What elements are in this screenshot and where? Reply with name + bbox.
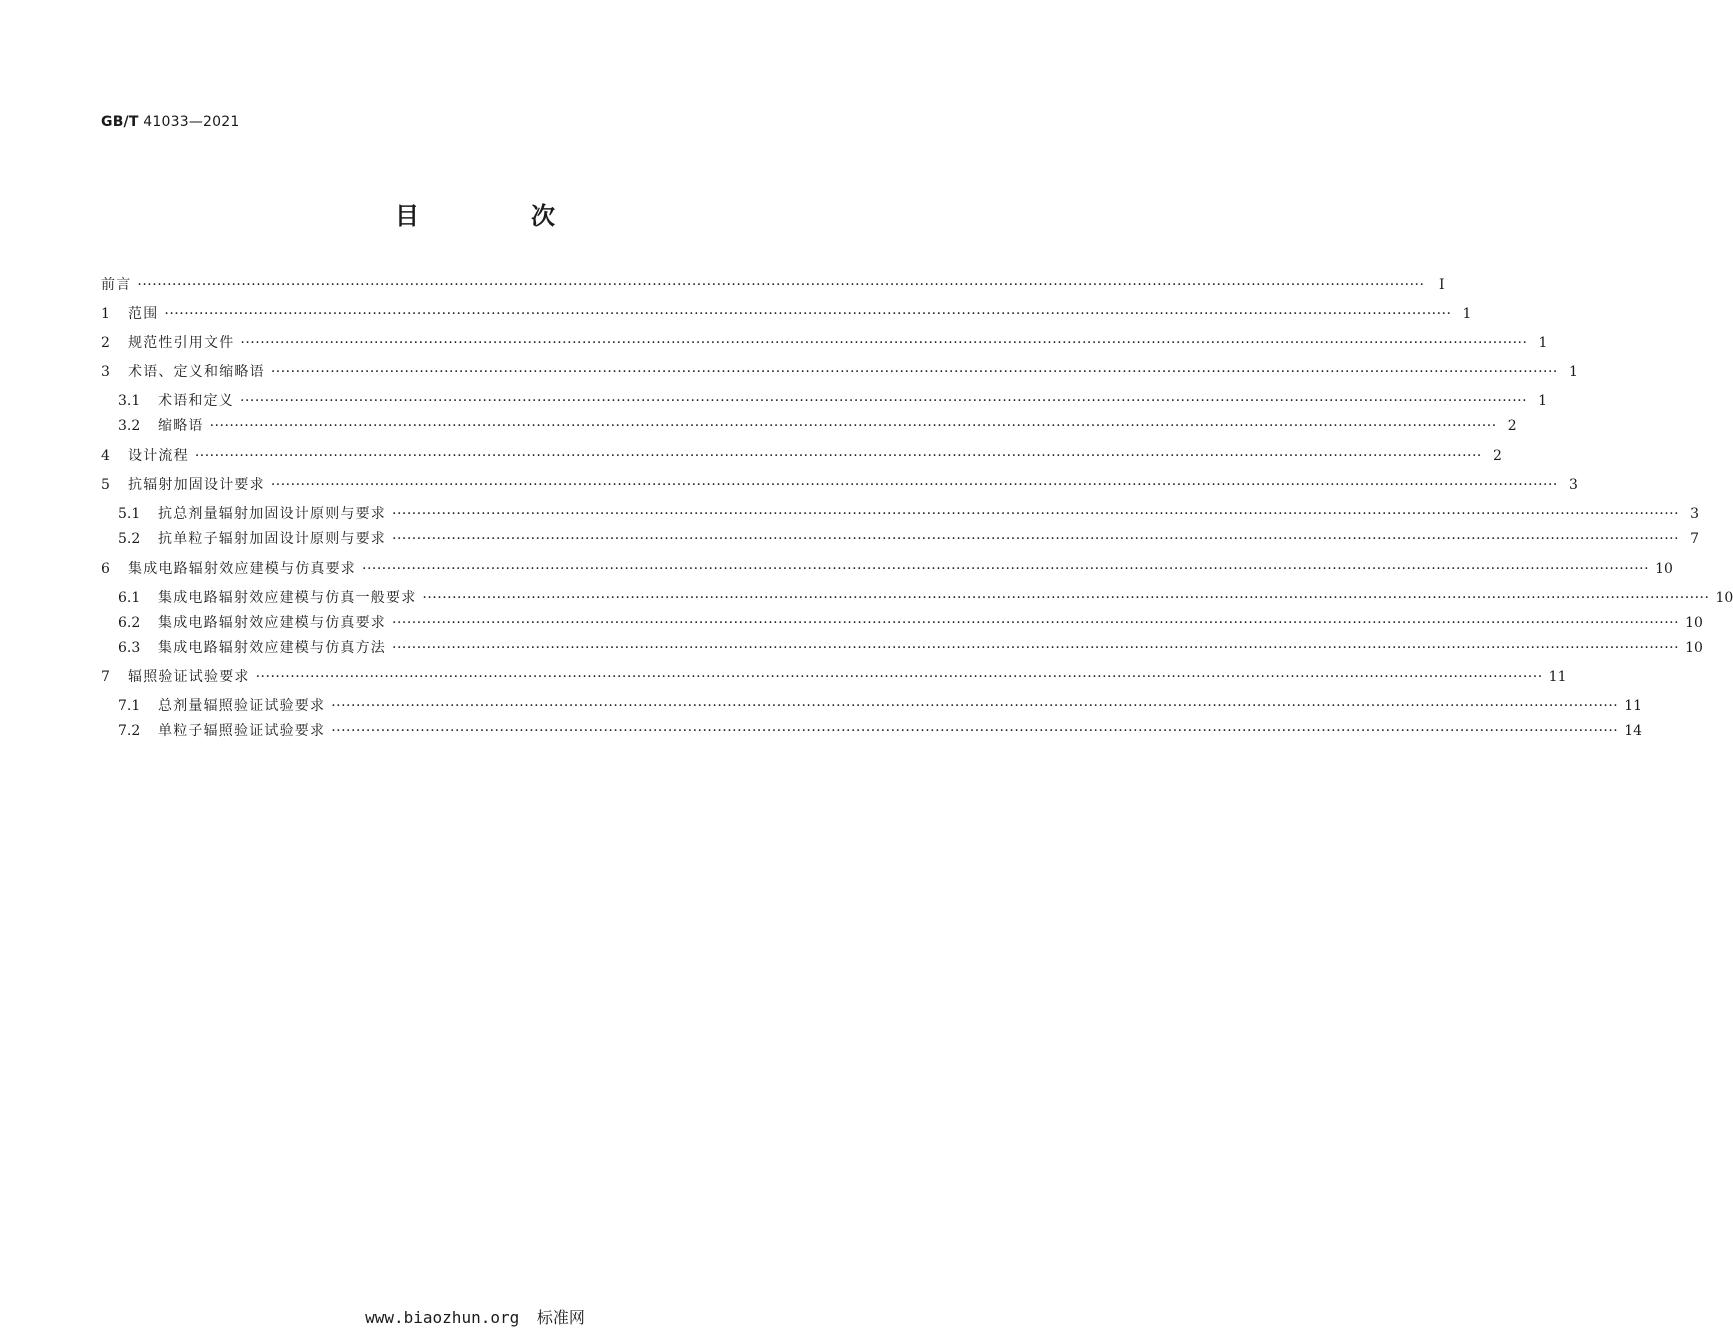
toc-entry-number: 6 — [101, 561, 110, 577]
standard-number: 41033—2021 — [143, 114, 240, 130]
toc-entry-page: 2 — [1492, 448, 1502, 464]
toc-entry-page: 1 — [1538, 335, 1548, 351]
toc-leader: ···································································································································································································································································· — [240, 335, 1528, 351]
toc-entry-page: 10 — [1685, 615, 1703, 631]
toc-leader: ···································································································································································································································································· — [362, 561, 1650, 577]
toc-leader: ···································································································································································································································································· — [392, 531, 1680, 547]
toc-entry-5[interactable] — [101, 476, 1578, 494]
toc-entry-number: 4 — [101, 448, 110, 464]
toc-leader: ···································································································································································································································································· — [392, 640, 1680, 656]
toc-entry-number: 6.1 — [118, 590, 141, 606]
toc-entry-number: 7 — [101, 669, 110, 685]
toc-entry-7-2[interactable] — [118, 722, 1643, 740]
toc-entry-4[interactable] — [101, 447, 1502, 465]
toc-entry-7[interactable] — [101, 668, 1567, 686]
toc-leader: ···································································································································································································································································· — [392, 615, 1680, 631]
standard-prefix: GB/T — [101, 114, 139, 130]
standard-code — [101, 114, 239, 130]
toc-entry-page: 11 — [1548, 669, 1567, 685]
toc-entry-page: 14 — [1624, 723, 1643, 739]
toc-entry-title: 辐照验证试验要求 — [128, 669, 250, 685]
toc-entry-3-2[interactable] — [118, 417, 1517, 435]
toc-entry-6-3[interactable] — [118, 639, 1703, 657]
toc-entry-page: 10 — [1685, 640, 1703, 656]
toc-leader: ···································································································································································································································································· — [331, 698, 1619, 714]
toc-leader: ···································································································································································································································································· — [194, 448, 1482, 464]
toc-entry-number: 6.2 — [118, 615, 141, 631]
toc-entry-page: 2 — [1507, 418, 1517, 434]
toc-entry-6-1[interactable] — [118, 589, 1733, 607]
toc-entry-title: 前言 — [101, 277, 132, 293]
toc-leader: ···································································································································································································································································· — [209, 418, 1497, 434]
toc-entry-title: 抗辐射加固设计要求 — [128, 477, 265, 493]
toc-entry-title: 集成电路辐射效应建模与仿真要求 — [128, 561, 356, 577]
toc-entry-page: 11 — [1624, 698, 1643, 714]
toc-entry-page: 10 — [1655, 561, 1673, 577]
toc-leader: ···································································································································································································································································· — [137, 277, 1425, 293]
toc-entry-6-2[interactable] — [118, 614, 1703, 632]
toc-entry-3-1[interactable] — [118, 392, 1548, 410]
toc-entry-page: 1 — [1538, 393, 1548, 409]
toc-entry-page: Ⅰ — [1438, 277, 1445, 293]
toc-leader: ···································································································································································································································································· — [270, 477, 1558, 493]
toc-leader: ···································································································································································································································································· — [270, 364, 1558, 380]
toc-entry-title: 集成电路辐射效应建模与仿真要求 — [158, 615, 386, 631]
toc-entry-number: 7.1 — [118, 698, 141, 714]
toc-entry-title: 抗单粒子辐射加固设计原则与要求 — [158, 531, 386, 547]
toc-entry-number: 2 — [101, 335, 110, 351]
footer-url[interactable]: www.biaozhun.org — [365, 1308, 520, 1327]
toc-entry-title: 总剂量辐照验证试验要求 — [158, 698, 326, 714]
toc-entry-number: 6.3 — [118, 640, 141, 656]
toc-entry-number: 7.2 — [118, 723, 141, 739]
toc-entry-number: 3.1 — [118, 393, 141, 409]
toc-entry-1[interactable] — [101, 305, 1472, 323]
toc-entry-title: 术语、定义和缩略语 — [128, 364, 265, 380]
toc-entry-5-2[interactable] — [118, 530, 1700, 548]
toc-entry-page: 3 — [1568, 477, 1578, 493]
toc-leader: ···································································································································································································································································· — [392, 506, 1680, 522]
toc-entry-title: 集成电路辐射效应建模与仿真方法 — [158, 640, 386, 656]
toc-entry-title: 设计流程 — [128, 448, 189, 464]
toc-leader: ···································································································································································································································································· — [164, 306, 1452, 322]
toc-entry-6[interactable] — [101, 560, 1673, 578]
toc-leader: ···································································································································································································································································· — [422, 590, 1710, 606]
toc-entry-title: 缩略语 — [158, 418, 204, 434]
toc-entry-page: 7 — [1690, 531, 1700, 547]
toc-entry-page: 3 — [1690, 506, 1700, 522]
toc-entry-number: 5 — [101, 477, 110, 493]
toc-entry-title: 抗总剂量辐射加固设计原则与要求 — [158, 506, 386, 522]
toc-leader: ···································································································································································································································································· — [331, 723, 1619, 739]
toc-entry-page: 10 — [1715, 590, 1733, 606]
toc-entry-3[interactable] — [101, 363, 1578, 381]
toc-entry-title: 单粒子辐照验证试验要求 — [158, 723, 326, 739]
page-footer — [0, 1305, 950, 1328]
toc-entry-number: 5.2 — [118, 531, 141, 547]
toc-entry-number: 3 — [101, 364, 110, 380]
toc-entry-title: 规范性引用文件 — [128, 335, 235, 351]
toc-entry-foreword[interactable] — [101, 276, 1445, 294]
toc-entry-title: 范围 — [128, 306, 159, 322]
toc-entry-page: 1 — [1568, 364, 1578, 380]
toc-entry-title: 集成电路辐射效应建模与仿真一般要求 — [158, 590, 417, 606]
page-title: 目 次 — [395, 201, 599, 230]
footer-site-name: 标准网 — [536, 1308, 585, 1327]
toc-leader: ···································································································································································································································································· — [240, 393, 1528, 409]
toc-entry-7-1[interactable] — [118, 697, 1643, 715]
toc-entry-5-1[interactable] — [118, 505, 1700, 523]
toc-entry-number: 5.1 — [118, 506, 141, 522]
toc-entry-number: 3.2 — [118, 418, 141, 434]
toc-entry-title: 术语和定义 — [158, 393, 234, 409]
toc-leader: ···································································································································································································································································· — [255, 669, 1543, 685]
toc-entry-2[interactable] — [101, 334, 1548, 352]
toc-entry-number: 1 — [101, 306, 110, 322]
toc-entry-page: 1 — [1462, 306, 1472, 322]
